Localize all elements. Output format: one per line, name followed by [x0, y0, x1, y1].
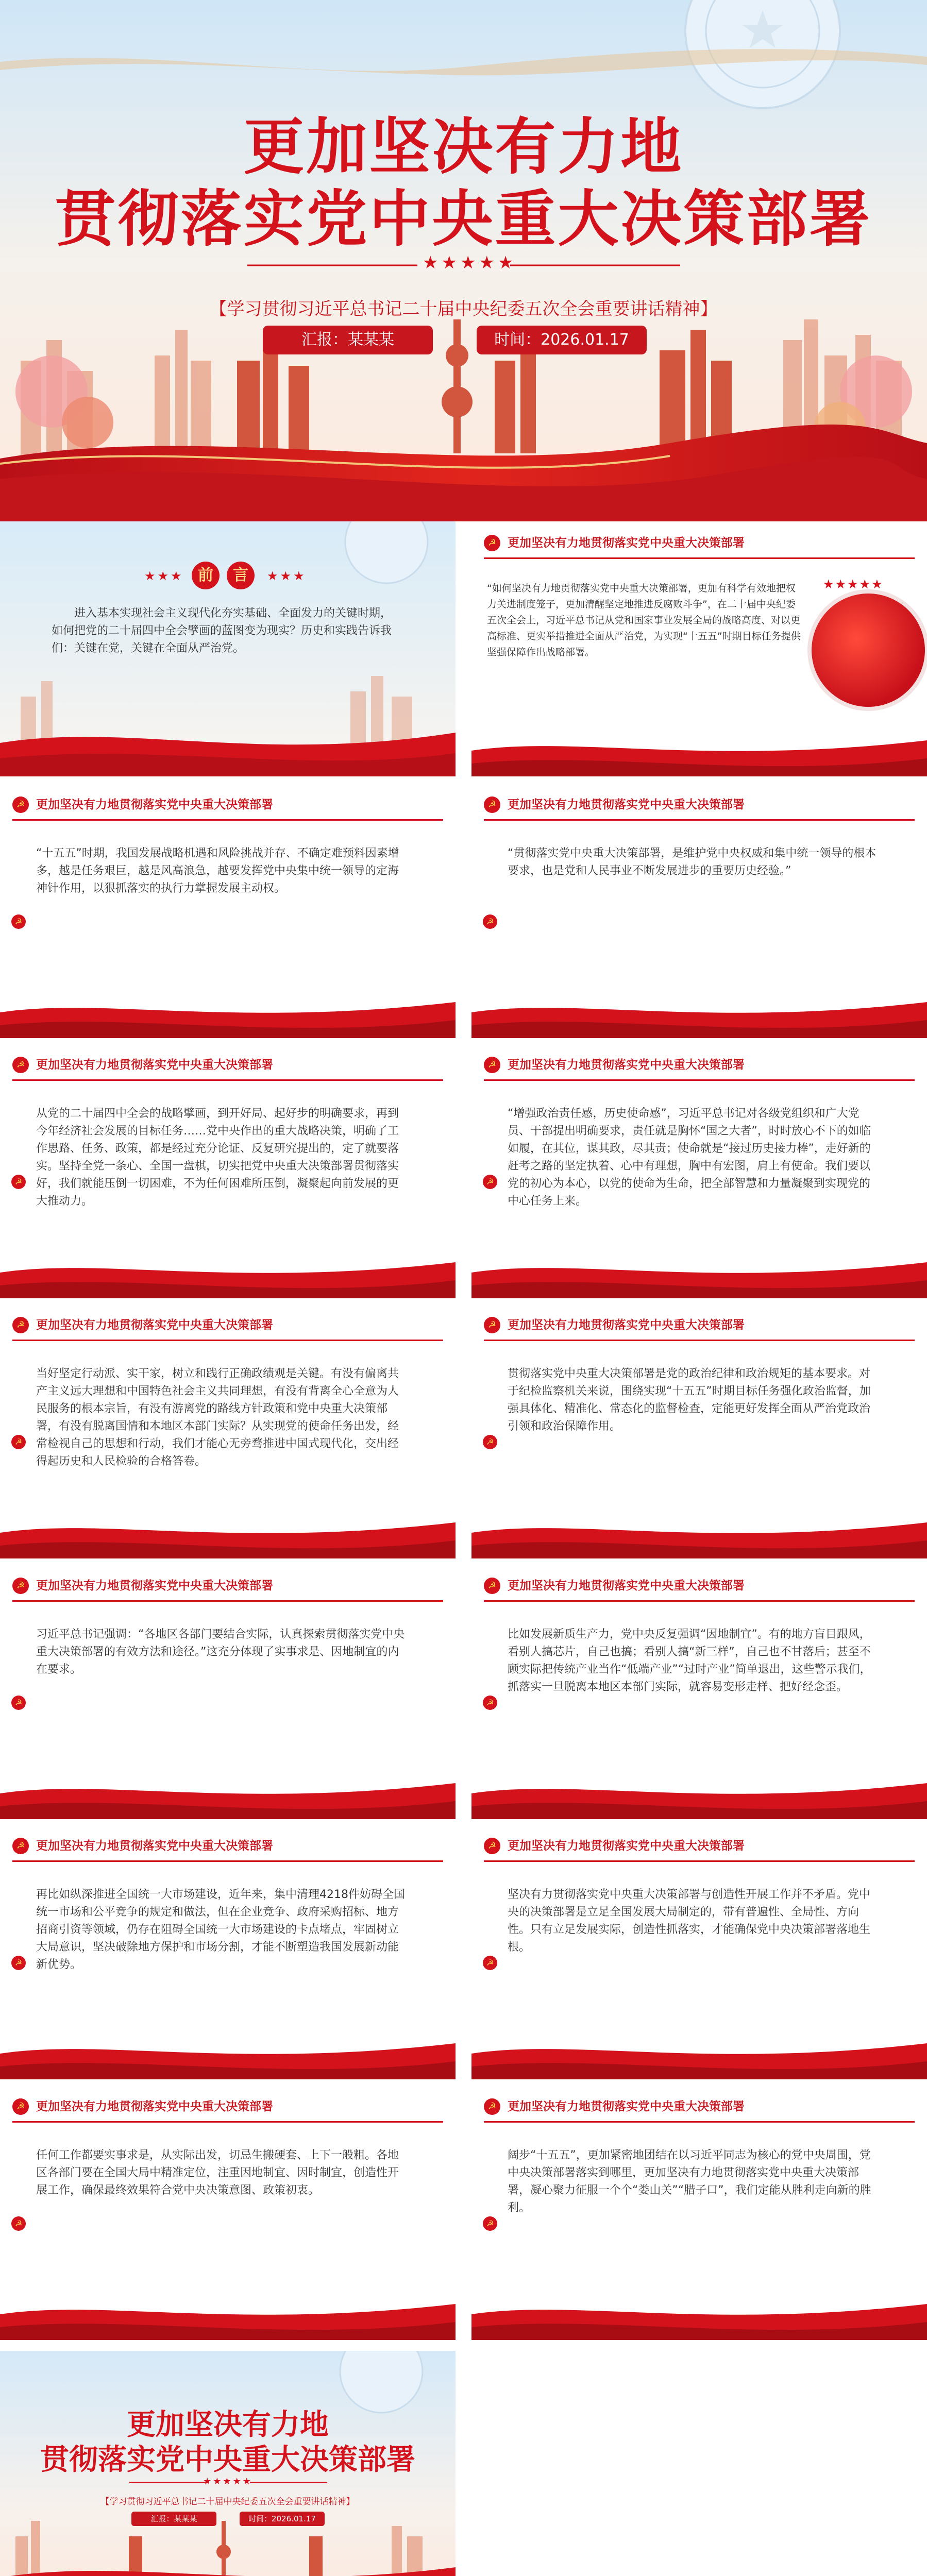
- party-emblem-icon: ☭: [12, 1578, 29, 1594]
- bottom-red-wave: [0, 2033, 456, 2079]
- party-emblem-icon: ☭: [12, 1317, 29, 1333]
- party-emblem-icon: ☭: [483, 914, 497, 929]
- closing-subtitle: 【学习贯彻习近平总书记二十届中央纪委五次全会重要讲话精神】: [100, 2497, 355, 2507]
- content-slide: [471, 521, 927, 776]
- party-emblem-icon: ☭: [484, 1317, 500, 1333]
- party-emblem-icon: ☭: [11, 1956, 26, 1970]
- red-flag-circle: [812, 594, 925, 707]
- bottom-red-wave: [0, 1773, 456, 1819]
- slide-body-text: 从党的二十届四中全会的战略擘画，到开好局、起好步的明确要求，再到今年经济社会发展的目标任务……党中央作出的重大战略决策，明确了工作思路、任务、政策，都是经过充分论证、反复研究提出的，定了就要落实。坚持全党一条心、全国一盘棋，切实把党中央重大决策部署贯彻落实好，我们就能压倒一切困难，不为任何困难所压倒，凝聚起向前发展的更大推动力。: [36, 1107, 399, 1208]
- bottom-red-wave: [471, 2294, 927, 2340]
- party-emblem-icon: ☭: [12, 796, 29, 813]
- party-emblem-icon: ☭: [484, 1057, 500, 1073]
- preface-text: 进入基本实现社会主义现代化夯实基础、全面发力的关键时期，如何把党的二十届四中全会擘画的蓝图变为现实？历史和实践告诉我们：关键在党，关键在全面从严治党。: [52, 607, 392, 655]
- slide-body-text: 阔步“十五五”，更加紧密地团结在以习近平同志为核心的党中央周围，党中央决策部署落实到哪里，更加坚决有力地贯彻落实党中央重大决策部署，凝心聚力征服一个个“娄山关”“腊子口”，我们定能从胜利走向新的胜利。: [508, 2149, 871, 2214]
- content-slide: [0, 1564, 456, 1819]
- bottom-red-wave: [0, 2294, 456, 2340]
- header-rule: [12, 1340, 443, 1341]
- bottom-red-wave: [471, 1252, 927, 1298]
- slide-header-text: 更加坚决有力地贯彻落实党中央重大决策部署: [36, 2100, 273, 2113]
- party-emblem-icon: ☭: [11, 1435, 26, 1449]
- preface-stars-right-icon: ★★★: [267, 569, 307, 583]
- content-slide: [471, 1564, 927, 1819]
- preface-stars-left-icon: ★★★: [144, 569, 184, 583]
- slide-header-text: 更加坚决有力地贯彻落实党中央重大决策部署: [508, 1579, 745, 1592]
- bottom-red-wave: [471, 1773, 927, 1819]
- slide-body-text: “十五五”时期，我国发展战略机遇和风险挑战并存、不确定难预料因素增多，越是任务艰巨，越是风高浪急，越要发挥党中央集中统一领导的定海神针作用，以狠抓落实的执行力掌握发展主动权。: [36, 847, 399, 895]
- party-emblem-icon: ☭: [12, 1057, 29, 1073]
- slide-body-text: “增强政治责任感，历史使命感”，习近平总书记对各级党组织和广大党员、干部提出明确要求，责任就是胸怀“国之大者”，时时放心不下的如临如履，在其位，谋其政，尽其责；使命就是“接过历史接力棒”，走好新的赶考之路的坚定执着、心中有理想，胸中有宏图，肩上有使命。我们要以党的初心为本心，以党的使命为生命，把全部智慧和力量凝聚到实现党的中心任务上来。: [508, 1107, 871, 1208]
- slide-header-text: 更加坚决有力地贯彻落实党中央重大决策部署: [508, 2100, 745, 2113]
- header-rule: [12, 1860, 443, 1862]
- party-emblem-icon: ☭: [484, 1578, 500, 1594]
- header-rule: [12, 819, 443, 821]
- bottom-red-wave: [471, 730, 927, 776]
- party-emblem-icon: ☭: [11, 1696, 26, 1710]
- slide-body-text: 再比如纵深推进全国统一大市场建设，近年来，集中清理4218件妨碍全国统一市场和公平竞争的规定和做法，但在企业竞争、政府采购招标、地方招商引资等领域，仍存在阻碍全国统一大市场建设的卡点堵点，牢固树立大局意识，坚决破除地方保护和市场分割，才能不断塑造我国发展新动能新优势。: [36, 1888, 405, 1971]
- closing-date-pill: 时间：2026.01.17: [240, 2512, 325, 2526]
- slide-header-text: 更加坚决有力地贯彻落实党中央重大决策部署: [36, 798, 273, 811]
- slide-header-text: 更加坚决有力地贯彻落实党中央重大决策部署: [508, 1318, 745, 1332]
- header-rule: [12, 2121, 443, 2123]
- bottom-red-wave: [0, 1252, 456, 1298]
- party-emblem-icon: ☭: [484, 1838, 500, 1854]
- slide-body-text: 贯彻落实党中央重大决策部署是党的政治纪律和政治规矩的基本要求。对于纪检监察机关来说，围绕实现“十五五”时期目标任务强化政治监督，加强具体化、精准化、常态化的监督检查，定能更好发挥全面从严治党政治引领和政治保障作用。: [508, 1367, 871, 1433]
- content-slide: [471, 1824, 927, 2079]
- slide-body-text: 坚决有力贯彻落实党中央重大决策部署与创造性开展工作并不矛盾。党中央的决策部署是立足全国发展大局制定的，带有普遍性、全局性、方向性。只有立足发展实际，创造性抓落实，才能确保党中央决策部署落地生根。: [508, 1888, 871, 1954]
- bottom-red-wave: [471, 2033, 927, 2079]
- content-slide: [471, 2085, 927, 2340]
- star-row-icon: ★★★★★: [423, 252, 517, 273]
- reporter-pill: 汇报：某某某: [263, 326, 433, 354]
- slide-body-text: 任何工作都要实事求是，从实际出发，切忌生搬硬套、上下一般粗。各地区各部门要在全国大局中精准定位，注重因地制宜、因时制宜，创造性开展工作，确保最终效果符合党中央决策意图、政策初衷。: [36, 2149, 399, 2197]
- header-rule: [484, 1340, 915, 1341]
- content-slide: [471, 1043, 927, 1298]
- party-emblem-icon: ☭: [483, 1956, 497, 1970]
- header-rule: [484, 819, 915, 821]
- slide-header-text: 更加坚决有力地贯彻落实党中央重大决策部署: [508, 798, 745, 811]
- header-rule: [12, 1079, 443, 1081]
- cover-title-line2: 贯彻落实党中央重大决策部署: [55, 183, 872, 255]
- slide-body-text: 习近平总书记强调：“各地区各部门要结合实际，认真探索贯彻落实党中央重大决策部署的有效方法和途径。”这充分体现了实事求是、因地制宜的内在要求。: [36, 1628, 405, 1676]
- closing-slide: [0, 2351, 456, 2576]
- slide-body-text: “如何坚决有力地贯彻落实党中央重大决策部署，更加有科学有效地把权力关进制度笼子，更加清醒坚定地推进反腐败斗争”，在二十届中央纪委五次全会上，习近平总书记从党和国家事业发展全局的战略高度、对以更高标准、更实举措推进全面从严治党，为实现“十五五”时期目标任务提供坚强保障作出战略部署。: [487, 583, 801, 658]
- cover-subtitle: 【学习贯彻习近平总书记二十届中央纪委五次全会重要讲话精神】: [209, 299, 718, 319]
- party-emblem-icon: ☭: [483, 1696, 497, 1710]
- content-slide: [471, 783, 927, 1038]
- content-slide: [0, 1043, 456, 1298]
- closing-title-line1: 更加坚决有力地: [127, 2408, 329, 2442]
- slide-header-text: 更加坚决有力地贯彻落实党中央重大决策部署: [36, 1058, 273, 1072]
- header-rule: [484, 1860, 915, 1862]
- closing-reporter-pill: 汇报：某某某: [131, 2512, 216, 2526]
- content-slide: [0, 1303, 456, 1558]
- slide-header-text: 更加坚决有力地贯彻落实党中央重大决策部署: [36, 1318, 273, 1332]
- bottom-red-wave: [471, 992, 927, 1038]
- header-rule: [12, 1600, 443, 1602]
- slide-header-text: 更加坚决有力地贯彻落实党中央重大决策部署: [508, 536, 745, 550]
- bottom-red-wave: [0, 1512, 456, 1558]
- slide-header-text: 更加坚决有力地贯彻落实党中央重大决策部署: [508, 1058, 745, 1072]
- closing-title-line2: 贯彻落实党中央重大决策部署: [40, 2443, 415, 2477]
- slide-header-text: 更加坚决有力地贯彻落实党中央重大决策部署: [36, 1579, 273, 1592]
- slide-body-text: “贯彻落实党中央重大决策部署，是维护党中央权威和集中统一领导的根本要求，也是党和人民事业不断发展进步的重要历史经验。”: [508, 847, 877, 877]
- party-emblem-icon: ☭: [483, 2216, 497, 2231]
- preface-label-left: 前: [192, 562, 220, 589]
- date-pill: 时间：2026.01.17: [477, 326, 647, 354]
- cover-title-line1: 更加坚决有力地: [243, 111, 684, 182]
- preface-label-right: 言: [227, 562, 255, 589]
- slide-header-text: 更加坚决有力地贯彻落实党中央重大决策部署: [508, 1839, 745, 1853]
- party-emblem-icon: ☭: [484, 2098, 500, 2115]
- party-emblem-icon: ☭: [483, 1435, 497, 1449]
- slide-header-text: 更加坚决有力地贯彻落实党中央重大决策部署: [36, 1839, 273, 1853]
- party-emblem-icon: ☭: [12, 2098, 29, 2115]
- stars-icon: ★★★★★: [823, 577, 884, 591]
- preface-slide: [0, 521, 456, 776]
- slide-body-text: 比如发展新质生产力，党中央反复强调“因地制宜”。有的地方盲目跟风，看别人搞芯片，自己也搞；看别人搞“新三样”，自己也不甘落后；甚至不顾实际把传统产业当作“低端产业”“过时产业”简单退出，这些警示我们，抓落实一旦脱离本地区本部门实际，就容易变形走样、把好经念歪。: [508, 1628, 871, 1693]
- closing-stars-icon: ★★★★★: [203, 2476, 252, 2487]
- content-slide: [0, 783, 456, 1038]
- header-rule: [484, 1600, 915, 1602]
- header-rule: [484, 2121, 915, 2123]
- header-rule: [484, 557, 915, 559]
- party-emblem-icon: ☭: [11, 914, 26, 929]
- party-emblem-icon: ☭: [484, 796, 500, 813]
- header-rule: [484, 1079, 915, 1081]
- cover-slide: [0, 0, 927, 521]
- content-slide: [0, 2085, 456, 2340]
- party-emblem-icon: ☭: [11, 1175, 26, 1189]
- content-slide: [0, 1824, 456, 2079]
- slide-body-text: 当好坚定行动派、实干家，树立和践行正确政绩观是关键。有没有偏离共产主义远大理想和中国特色社会主义共同理想，有没有背离全心全意为人民服务的根本宗旨，有没有游离党的路线方针政策和党中央重大决策部署，有没有脱离国情和本地区本部门实际？从实现党的使命任务出发，经常检视自己的思想和行动，我们才能心无旁骛推进中国式现代化，交出经得起历史和人民检验的合格答卷。: [36, 1367, 399, 1468]
- bottom-red-wave: [0, 992, 456, 1038]
- party-emblem-icon: ☭: [483, 1175, 497, 1189]
- party-emblem-icon: ☭: [484, 535, 500, 551]
- content-slide: [471, 1303, 927, 1558]
- party-emblem-icon: ☭: [12, 1838, 29, 1854]
- party-emblem-icon: ☭: [11, 2216, 26, 2231]
- bottom-red-wave: [471, 1512, 927, 1558]
